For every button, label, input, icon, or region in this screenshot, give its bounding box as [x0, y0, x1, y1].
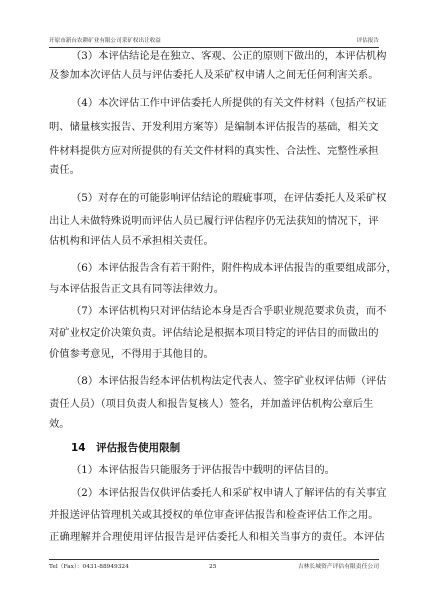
paragraph-line: （3）本评估结论是在独立、客观、公正的原则下做出的，本评估机构 — [71, 50, 387, 62]
section-heading: 14 评估报告使用限制 — [71, 442, 181, 454]
paragraph-line: 与本评估报告正文具有同等法律效力。 — [49, 283, 225, 295]
paragraph-line: （8）本评估报告经本评估机构法定代表人、签字矿业权评估师（评估 — [71, 375, 387, 387]
paragraph-line: 责任。 — [49, 164, 80, 176]
paragraph-line: 件材料提供方应对所提供的有关文件材料的真实性、合法性、完整性承担 — [49, 145, 379, 157]
footer-company: 吉林长城资产评估有限责任公司 — [297, 564, 379, 570]
paragraph-line: （5）对存在的可能影响评估结论的瑕疵事项，在评估委托人及采矿权 — [71, 192, 387, 204]
page-header — [49, 36, 379, 47]
paragraph-line: 估机构和评估人员不承担相关责任。 — [49, 235, 214, 247]
paragraph-line: 对矿业权定价决策负责。评估结论是根据本项目特定的评估目的而做出的 — [49, 327, 379, 339]
paragraph-line: （6）本评估报告含有若干附件，附件构成本评估报告的重要组成部分， — [71, 262, 397, 274]
paragraph-line: 明、储量核实报告、开发利用方案等）是编制本评估报告的基础，相关文 — [49, 121, 379, 133]
header-left-title: 开原市新台农耕矿业有限公司采矿权出让收益 — [49, 38, 161, 44]
header-right-title: 评估报告 — [356, 38, 379, 44]
paragraph-line: （7）本评估机构只对评估结论本身是否合乎职业规范要求负责，而不 — [71, 305, 387, 317]
footer-rule — [49, 559, 379, 560]
paragraph-line: （2）本评估报告仅供评估委托人和采矿权申请人了解评估的有关事宜 — [71, 487, 387, 499]
paragraph-line: 效。 — [49, 418, 70, 430]
paragraph-line: 及参加本次评估人员与评估委托人及采矿权申请人之间无任何利害关系。 — [49, 69, 379, 81]
paragraph-line: 出让人未做特殊说明而评估人员已履行评估程序仍无法获知的情况下，评 — [49, 215, 379, 227]
paragraph-line: （4）本次评估工作中评估委托人所提供的有关文件材料（包括产权证 — [71, 97, 387, 109]
header-rule — [49, 47, 379, 48]
paragraph-line: （1）本评估报告只能服务于评估报告中载明的评估目的。 — [71, 464, 335, 476]
page-number: 25 — [209, 564, 217, 570]
page-footer — [49, 561, 379, 573]
paragraph-line: 责任人员）（项目负责人和报告复核人）签名，并加盖评估机构公章后生 — [49, 398, 374, 410]
paragraph-line: 正确理解并合理使用评估报告是评估委托人和相关当事方的责任。本评估 — [49, 531, 385, 543]
paragraph-line: 并报送评估管理机关或其授权的单位审查评估报告和检查评估工作之用。 — [49, 509, 379, 521]
footer-contact: Tel（Fax）：0431-88949324 — [49, 564, 129, 570]
paragraph-line: 价值参考意见，不得用于其他目的。 — [49, 348, 214, 360]
